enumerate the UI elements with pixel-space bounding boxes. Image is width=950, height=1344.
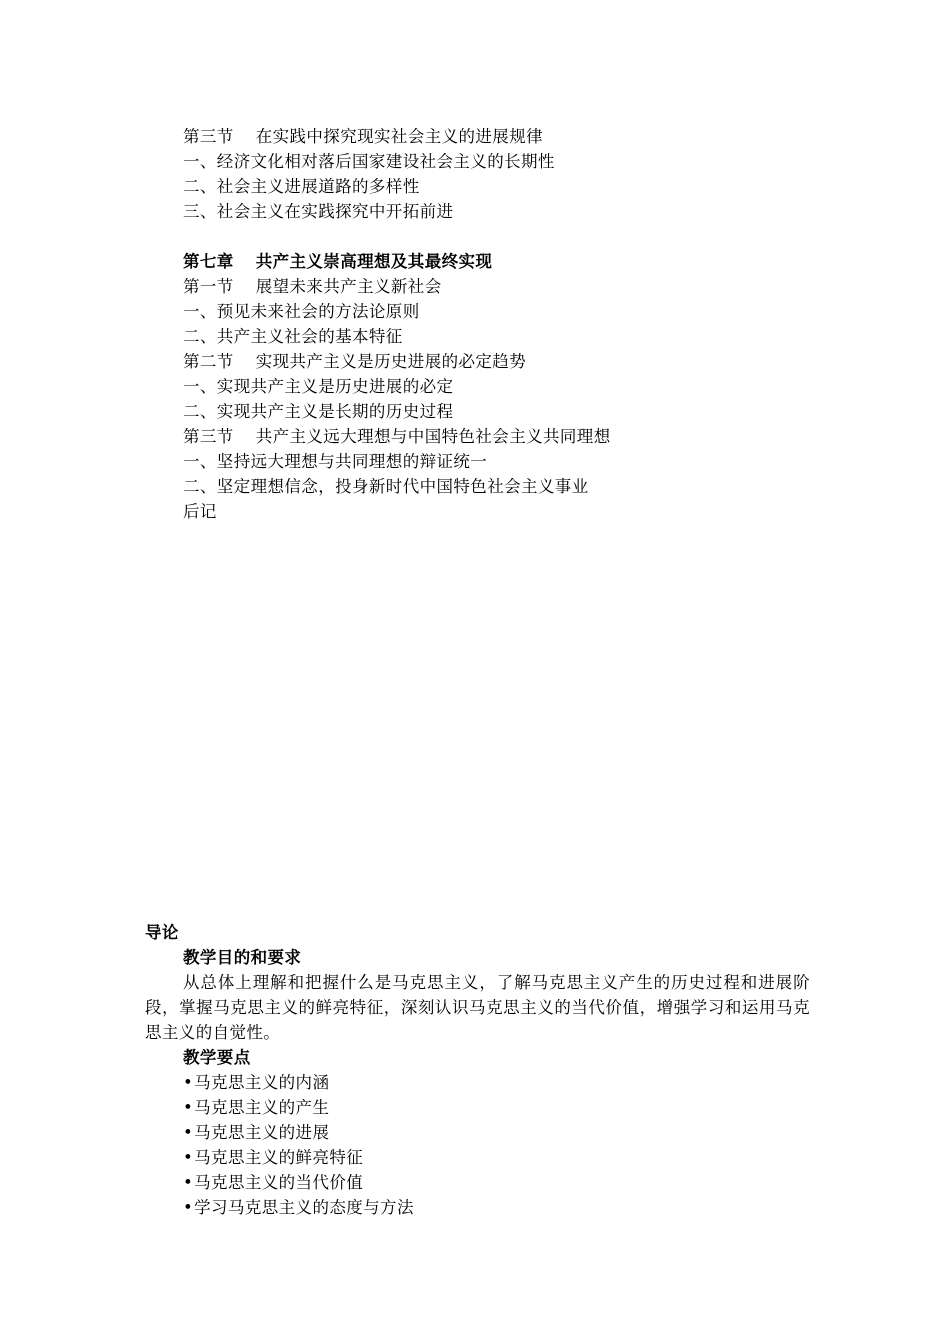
section-number: 第三节 xyxy=(183,127,234,146)
list-item: • 马克思主义的内涵 xyxy=(145,1070,810,1095)
list-item: • 马克思主义的鲜亮特征 xyxy=(145,1145,810,1170)
points-heading: 教学要点 xyxy=(183,1048,251,1067)
toc-section-heading xyxy=(183,124,611,149)
section-title: 共产主义远大理想与中国特色社会主义共同理想 xyxy=(255,427,611,446)
section-number: 第一节 xyxy=(183,277,234,296)
goals-paragraph: 从总体上理解和把握什么是马克思主义，了解马克思主义产生的历史过程和进展阶段，掌握马克思主义的鲜亮特征，深刻认识马克思主义的当代价值，增强学习和运用马克思主义的自觉性。 xyxy=(145,973,810,1042)
section-title: 在实践中探究现实社会主义的进展规律 xyxy=(255,127,544,146)
section-number: 第三节 xyxy=(183,427,234,446)
list-item: • 马克思主义的进展 xyxy=(145,1120,810,1145)
section-number: 第二节 xyxy=(183,352,234,371)
toc-item: 一、经济文化相对落后国家建设社会主义的长期性 xyxy=(183,152,555,171)
section-title: 实现共产主义是历史进展的必定趋势 xyxy=(255,352,527,371)
intro-heading: 导论 xyxy=(145,923,179,942)
goals-heading: 教学目的和要求 xyxy=(183,948,302,967)
toc-item: 一、坚持远大理想与共同理想的辩证统一 xyxy=(183,452,488,471)
section-title: 展望未来共产主义新社会 xyxy=(255,277,442,296)
toc-chapter-heading xyxy=(183,249,611,274)
intro-section xyxy=(145,920,810,1220)
toc-item: 二、社会主义进展道路的多样性 xyxy=(183,177,420,196)
toc-afterword: 后记 xyxy=(183,502,217,521)
toc-section-heading xyxy=(183,424,611,449)
chapter-number: 第七章 xyxy=(183,252,234,271)
toc-item: 二、共产主义社会的基本特征 xyxy=(183,327,403,346)
table-of-contents xyxy=(183,124,611,524)
toc-item: 一、预见未来社会的方法论原则 xyxy=(183,302,420,321)
toc-section-heading xyxy=(183,349,611,374)
list-item: • 马克思主义的当代价值 xyxy=(145,1170,810,1195)
toc-item: 一、实现共产主义是历史进展的必定 xyxy=(183,377,454,396)
chapter-title: 共产主义崇高理想及其最终实现 xyxy=(255,252,493,271)
list-item: • 学习马克思主义的态度与方法 xyxy=(145,1195,810,1220)
toc-item: 三、社会主义在实践探究中开拓前进 xyxy=(183,202,454,221)
toc-item: 二、实现共产主义是长期的历史过程 xyxy=(183,402,454,421)
toc-section-heading xyxy=(183,274,611,299)
toc-item: 二、坚定理想信念，投身新时代中国特色社会主义事业 xyxy=(183,477,589,496)
list-item: • 马克思主义的产生 xyxy=(145,1095,810,1120)
